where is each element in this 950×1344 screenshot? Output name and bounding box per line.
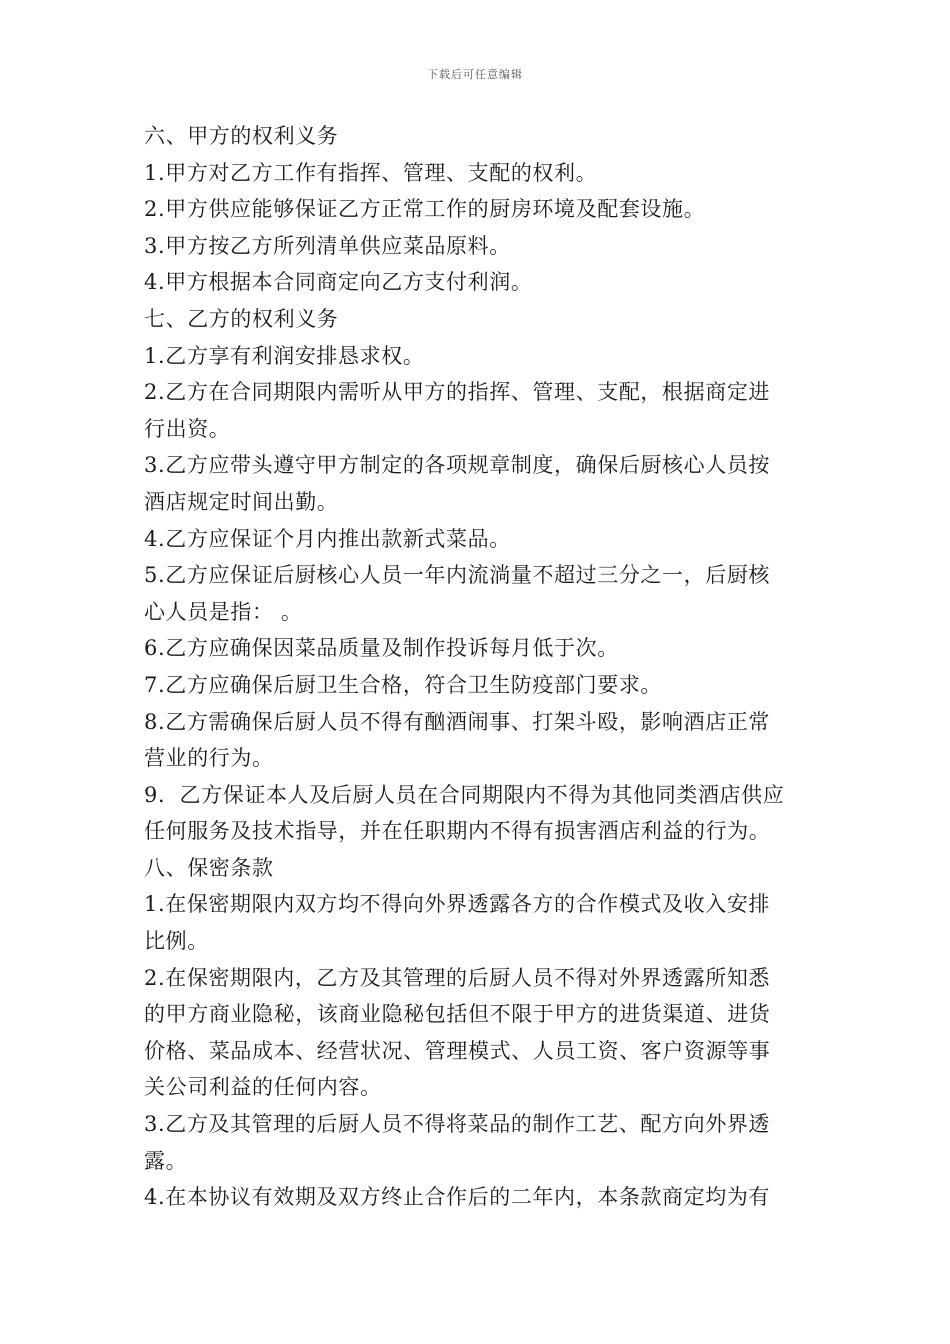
clause-line: 6.乙方应确保因菜品质量及制作投诉每月低于次。 <box>144 636 619 661</box>
section-heading-confidentiality: 八、保密条款 <box>144 855 274 880</box>
clause-line: 行出资。 <box>144 416 231 441</box>
section-heading-party-a: 六、甲方的权利义务 <box>144 124 339 148</box>
clause-line: 1.乙方享有利润安排恳求权。 <box>144 343 425 368</box>
clause-line: 4.甲方根据本合同商定向乙方支付利润。 <box>144 270 533 295</box>
clause-line: 8.乙方需确保后厨人员不得有酗酒闹事、打架斗殴，影响酒店正常 <box>144 709 771 734</box>
clause-line: 2.在保密期限内，乙方及其管理的后厨人员不得对外界透露所知悉 <box>144 965 771 990</box>
section-heading-party-b: 七、乙方的权利义务 <box>144 306 339 331</box>
clause-line: 价格、菜品成本、经营状况、管理模式、人员工资、客户资源等事 <box>144 1038 771 1063</box>
clause-line: 心人员是指： 。 <box>144 599 303 624</box>
clause-line: 5.乙方应保证后厨核心人员一年内流淌量不超过三分之一，后厨核 <box>144 563 771 588</box>
header-note: 下载后可任意编辑 <box>427 68 523 81</box>
clause-line: 3.甲方按乙方所列清单供应菜品原料。 <box>144 233 511 258</box>
clause-line: 4.乙方应保证个月内推出款新式菜品。 <box>144 526 511 551</box>
clause-line: 3.乙方应带头遵守甲方制定的各项规章制度，确保后厨核心人员按 <box>144 453 771 478</box>
clause-line: 2.甲方供应能够保证乙方正常工作的厨房环境及配套设施。 <box>144 197 706 222</box>
clause-line: 的甲方商业隐秘，该商业隐秘包括但不限于甲方的进货渠道、进货 <box>144 1002 771 1027</box>
clause-line: 7.乙方应确保后厨卫生合格，符合卫生防疫部门要求。 <box>144 672 663 697</box>
clause-line: 1.在保密期限内双方均不得向外界透露各方的合作模式及收入安排 <box>144 892 771 917</box>
clause-line: 营业的行为。 <box>144 746 274 771</box>
clause-line: 比例。 <box>144 929 209 954</box>
clause-line: 9．乙方保证本人及后厨人员在合同期限内不得为其他同类酒店供应 <box>144 782 785 807</box>
document-body <box>144 118 812 1216</box>
clause-line: 4.在本协议有效期及双方终止合作后的二年内，本条款商定均为有 <box>144 1185 771 1210</box>
clause-line: 任何服务及技术指导，并在任职期内不得有损害酒店利益的行为。 <box>144 819 771 844</box>
clause-line: 2.乙方在合同期限内需听从甲方的指挥、管理、支配，根据商定进 <box>144 380 771 405</box>
clause-line: 关公司利益的任何内容。 <box>144 1075 382 1100</box>
clause-line: 1.甲方对乙方工作有指挥、管理、支配的权利。 <box>144 160 598 185</box>
clause-line: 酒店规定时间出勤。 <box>144 489 339 514</box>
clause-line: 露。 <box>144 1148 188 1173</box>
clause-line: 3.乙方及其管理的后厨人员不得将菜品的制作工艺、配方向外界透 <box>144 1112 771 1137</box>
